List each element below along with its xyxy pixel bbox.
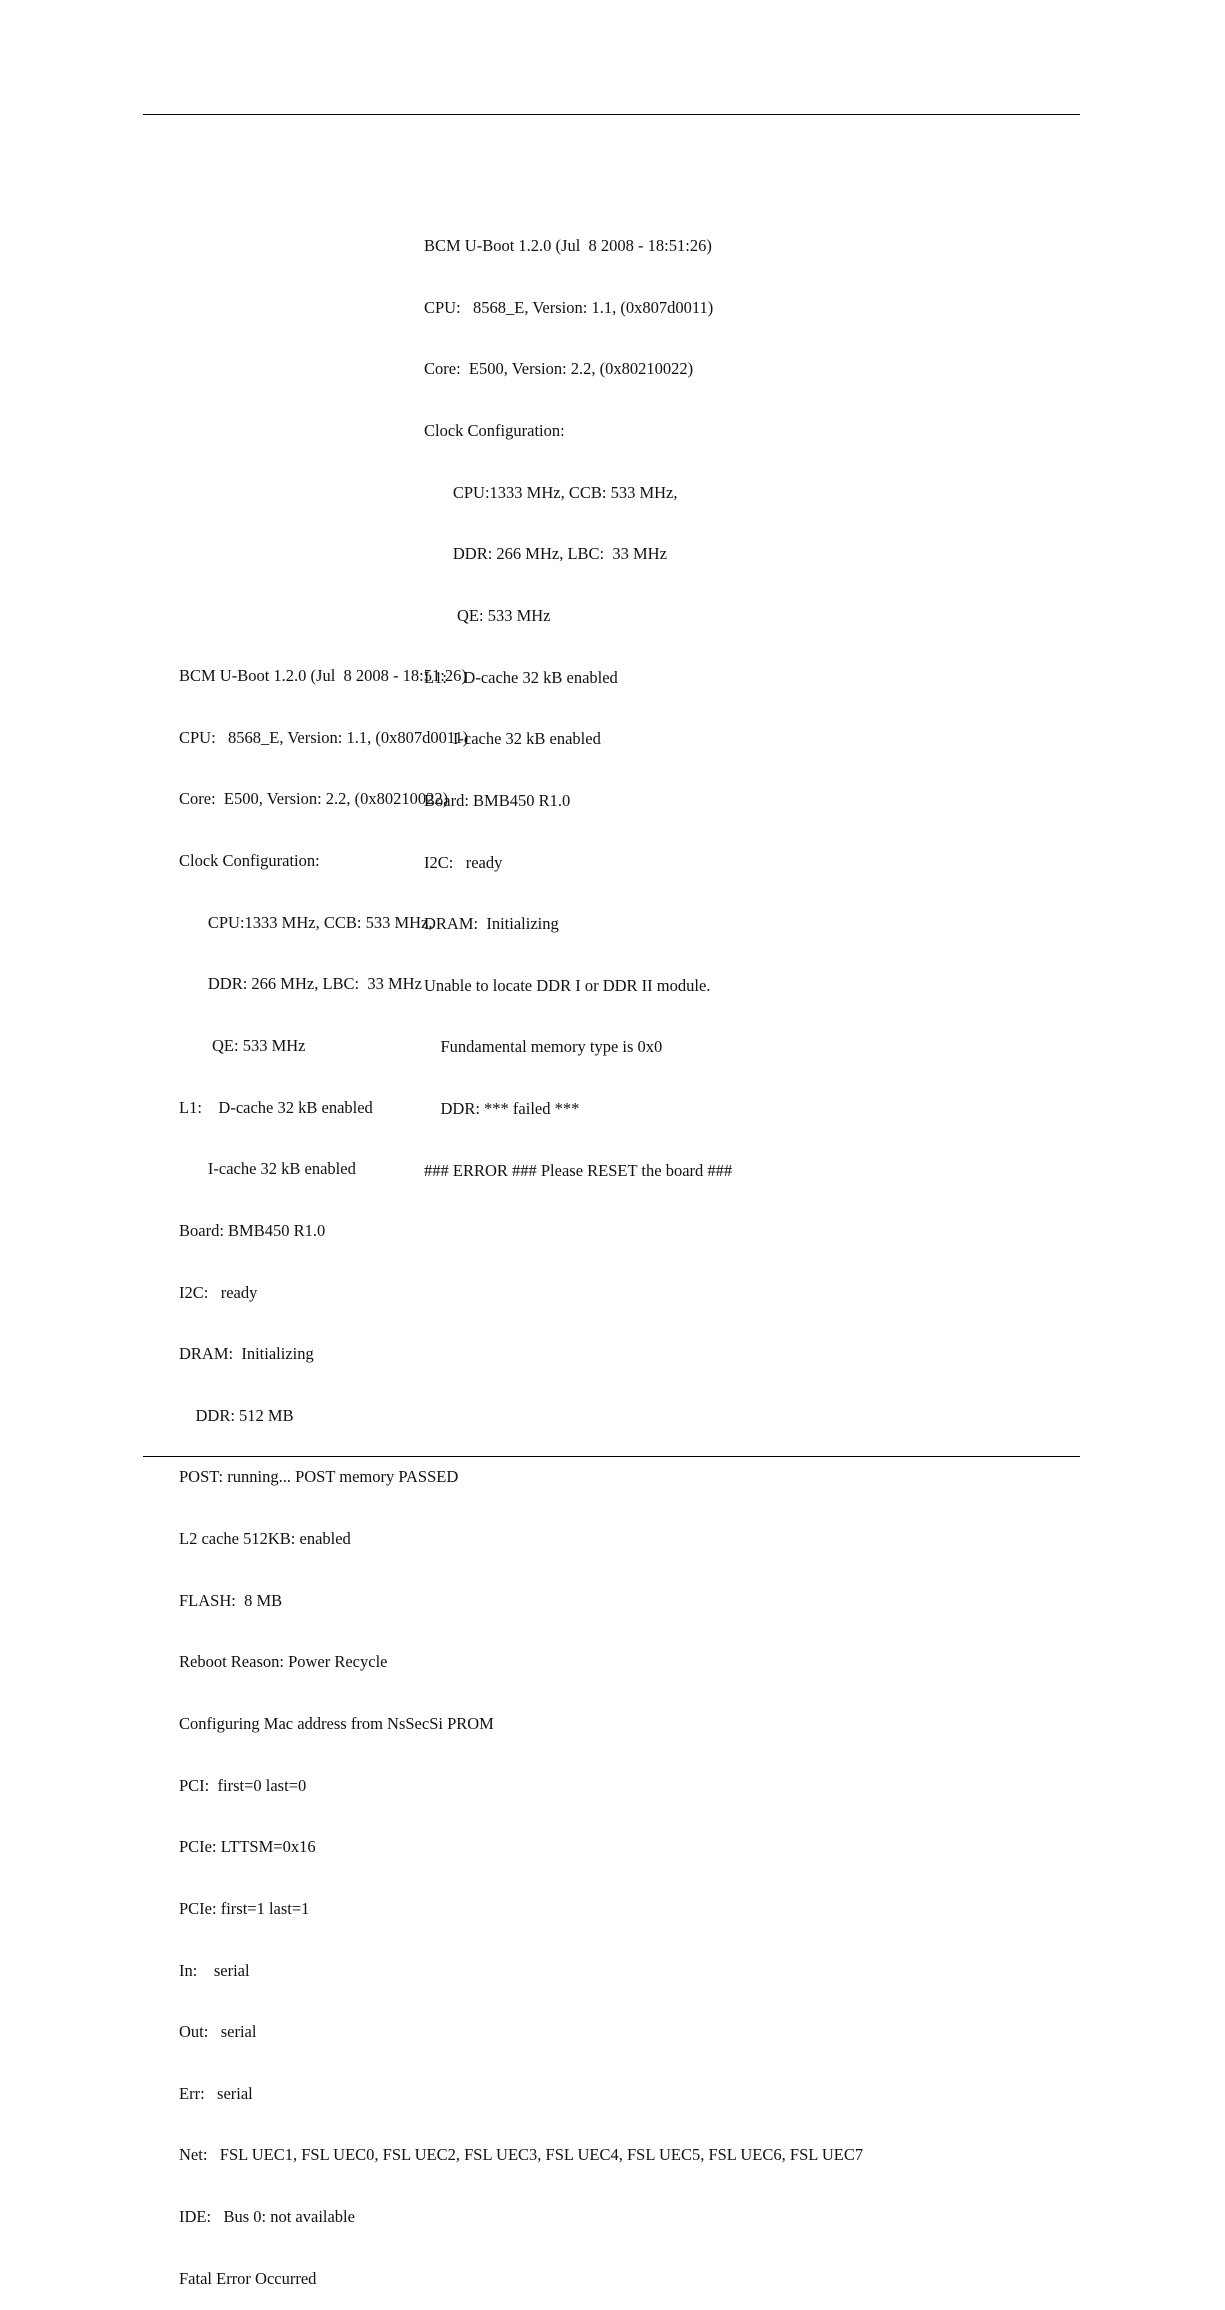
log-line: Core: E500, Version: 2.2, (0x80210022) [179, 789, 449, 809]
log-line: Fatal Error Occurred [179, 2268, 317, 2288]
log-line: Board: BMB450 R1.0 [424, 790, 571, 810]
log-line: PCI: first=0 last=0 [179, 1775, 307, 1795]
log-line: L2 cache 512KB: enabled [179, 1529, 351, 1549]
log-line: I-cache 32 kB enabled [424, 729, 601, 749]
log-line: Out: serial [179, 2022, 257, 2042]
log-line: Core: E500, Version: 2.2, (0x80210022) [424, 359, 694, 379]
log-line: CPU: 8568_E, Version: 1.1, (0x807d0011) [179, 727, 469, 747]
log-line: Err: serial [179, 2083, 253, 2103]
log-line: PCIe: first=1 last=1 [179, 1898, 310, 1918]
log-line: PCIe: LTTSM=0x16 [179, 1837, 316, 1857]
log-line: ### ERROR ### Please RESET the board ### [424, 1160, 733, 1180]
log-line: DDR: 266 MHz, LBC: 33 MHz [424, 544, 667, 564]
log-line: In: serial [179, 1960, 250, 1980]
log-line: I-cache 32 kB enabled [179, 1159, 356, 1179]
log-line: Reboot Reason: Power Recycle [179, 1652, 388, 1672]
log-line: BCM U-Boot 1.2.0 (Jul 8 2008 - 18:51:26) [179, 666, 467, 686]
log-line: DRAM: Initializing [179, 1344, 314, 1364]
log-line: BCM U-Boot 1.2.0 (Jul 8 2008 - 18:51:26) [424, 236, 712, 256]
header-rule [143, 114, 1080, 115]
log-line: FLASH: 8 MB [179, 1590, 283, 1610]
log-line: DDR: 512 MB [179, 1405, 294, 1425]
log-line: Fundamental memory type is 0x0 [424, 1037, 663, 1057]
log-line: QE: 533 MHz [424, 605, 551, 625]
log-line: Configuring Mac address from NsSecSi PROM [179, 1713, 494, 1733]
log-line: Net: FSL UEC1, FSL UEC0, FSL UEC2, FSL UEC3, FSL UEC4, FSL UEC5, FSL UEC6, FSL UEC7 [179, 2145, 864, 2165]
log-line: QE: 533 MHz [179, 1035, 306, 1055]
log-line: Clock Configuration: [424, 421, 565, 441]
log-line: DRAM: Initializing [424, 914, 559, 934]
log-line: L1: D-cache 32 kB enabled [179, 1097, 373, 1117]
log-line: L1: D-cache 32 kB enabled [424, 667, 618, 687]
log-line: CPU:1333 MHz, CCB: 533 MHz, [179, 912, 433, 932]
successful-boot-log [179, 625, 863, 2310]
log-line: I2C: ready [424, 852, 503, 872]
log-line: Clock Configuration: [179, 851, 320, 871]
log-line: Unable to locate DDR I or DDR II module. [424, 975, 711, 995]
log-line: CPU:1333 MHz, CCB: 533 MHz, [424, 482, 678, 502]
log-line: DDR: *** failed *** [424, 1099, 580, 1119]
log-line: IDE: Bus 0: not available [179, 2207, 355, 2227]
footer-rule [143, 1456, 1080, 1457]
log-line: POST: running... POST memory PASSED [179, 1467, 459, 1487]
log-line: I2C: ready [179, 1282, 258, 1302]
log-line: CPU: 8568_E, Version: 1.1, (0x807d0011) [424, 297, 714, 317]
log-line: Board: BMB450 R1.0 [179, 1220, 326, 1240]
log-line: DDR: 266 MHz, LBC: 33 MHz [179, 974, 422, 994]
